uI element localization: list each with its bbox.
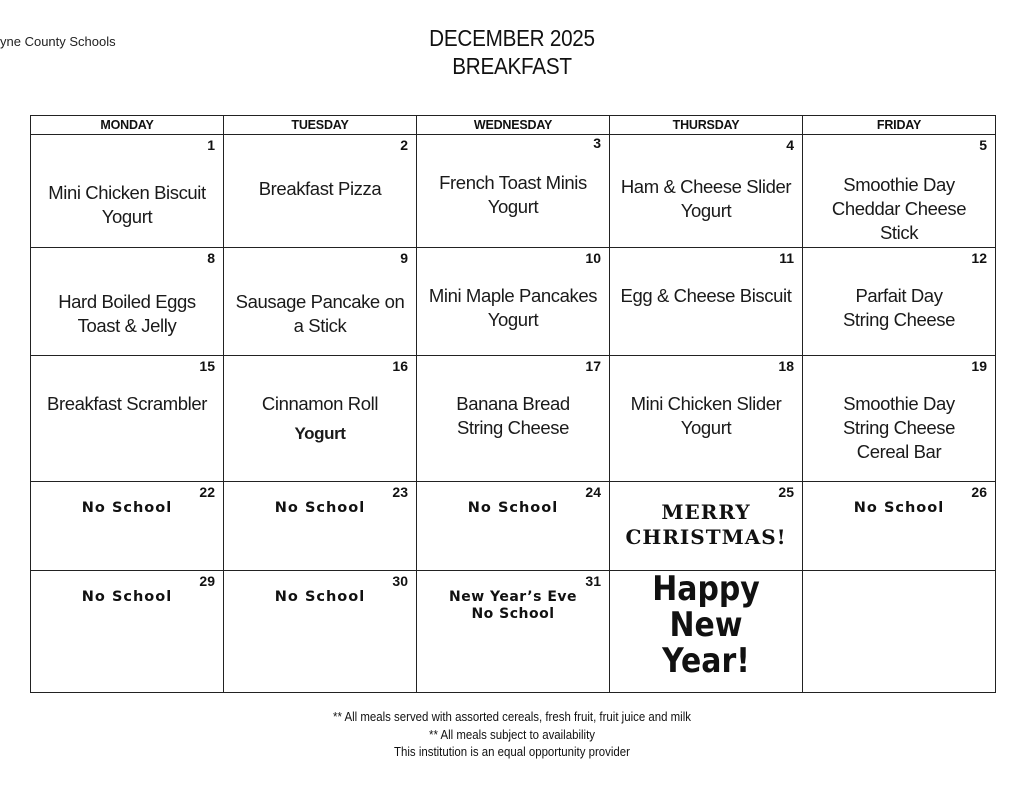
meal-item: Stick xyxy=(879,222,919,243)
meal-item: Yogurt xyxy=(680,200,732,221)
footer-line: ** All meals subject to availability xyxy=(429,726,595,742)
meal-items xyxy=(31,181,223,229)
meal-items xyxy=(610,284,802,308)
day-cell xyxy=(31,356,224,482)
no-school-note: No School xyxy=(274,500,366,516)
day-cell xyxy=(803,135,996,248)
meal-item: Ham & Cheese Slider xyxy=(620,176,792,197)
day-cell xyxy=(417,356,610,482)
meal-item: Cereal Bar xyxy=(856,441,942,462)
meal-item: String Cheese xyxy=(842,309,956,330)
date-number: 17 xyxy=(585,358,601,374)
new-year-greeting xyxy=(622,571,791,679)
day-cell xyxy=(417,482,610,571)
date-number: 22 xyxy=(199,484,215,500)
date-number: 15 xyxy=(199,358,215,374)
meal-item: String Cheese xyxy=(842,417,956,438)
week-row xyxy=(31,135,996,248)
day-cell xyxy=(224,248,417,356)
date-number: 2 xyxy=(400,137,408,153)
meal-items xyxy=(224,177,416,201)
greeting-line: MERRY xyxy=(661,500,751,524)
date-number: 18 xyxy=(778,358,794,374)
weekday-header: THURSDAY xyxy=(610,116,803,135)
date-number: 26 xyxy=(971,484,987,500)
weekday-header: TUESDAY xyxy=(224,116,417,135)
week-row xyxy=(31,356,996,482)
christmas-greeting xyxy=(610,500,802,550)
note-line: No School xyxy=(471,606,555,622)
weekday-header-row xyxy=(31,116,996,135)
meal-item: Yogurt xyxy=(101,206,153,227)
date-number: 3 xyxy=(593,135,601,151)
meal-item: Yogurt xyxy=(294,424,346,443)
meal-item: Egg & Cheese Biscuit xyxy=(620,285,792,306)
no-school-note: No School xyxy=(81,589,173,605)
date-number: 31 xyxy=(585,573,601,589)
date-number: 1 xyxy=(207,137,215,153)
meal-items xyxy=(224,290,416,338)
meal-items xyxy=(610,392,802,440)
day-cell xyxy=(610,248,803,356)
menu-calendar xyxy=(30,115,996,693)
week-row xyxy=(31,248,996,356)
no-school-note: No School xyxy=(274,589,366,605)
no-school-note: No School xyxy=(467,500,559,516)
day-cell xyxy=(224,482,417,571)
day-cell xyxy=(610,356,803,482)
day-cell xyxy=(417,248,610,356)
meal-item: Toast & Jelly xyxy=(77,315,177,336)
month-title: DECEMBER 2025 xyxy=(429,25,595,51)
date-number: 9 xyxy=(400,250,408,266)
meal-items xyxy=(803,284,995,332)
date-number: 12 xyxy=(971,250,987,266)
date-number: 8 xyxy=(207,250,215,266)
day-cell xyxy=(417,135,610,248)
date-number: 23 xyxy=(392,484,408,500)
meal-item: Yogurt xyxy=(680,417,732,438)
day-cell xyxy=(610,135,803,248)
weekday-header: MONDAY xyxy=(31,116,224,135)
meal-item: a Stick xyxy=(293,315,347,336)
day-cell xyxy=(224,356,417,482)
meal-item: Cheddar Cheese xyxy=(831,198,967,219)
meal-item: String Cheese xyxy=(456,417,570,438)
greeting-line: Happy New xyxy=(652,569,760,645)
day-cell xyxy=(224,135,417,248)
day-cell xyxy=(803,482,996,571)
meal-item: Parfait Day xyxy=(855,285,943,306)
day-cell xyxy=(417,571,610,693)
meal-item: French Toast Minis xyxy=(439,172,587,193)
day-cell-empty xyxy=(803,571,996,693)
greeting-line: CHRISTMAS! xyxy=(625,525,787,549)
meal-title: BREAKFAST xyxy=(452,53,572,79)
note-line: New Year’s Eve xyxy=(448,589,578,605)
day-cell xyxy=(31,482,224,571)
week-row xyxy=(31,571,996,693)
date-number: 30 xyxy=(392,573,408,589)
meal-items xyxy=(224,392,416,446)
meal-item: Yogurt xyxy=(487,196,539,217)
meal-items xyxy=(417,392,609,440)
meal-items xyxy=(31,392,223,416)
meal-items xyxy=(803,173,995,245)
date-number: 11 xyxy=(779,250,794,266)
meal-item: Breakfast Scrambler xyxy=(47,393,207,414)
footer-line: ** All meals served with assorted cereals, fresh fruit, fruit juice and milk xyxy=(333,709,691,724)
day-cell xyxy=(31,248,224,356)
meal-item: Smoothie Day xyxy=(843,393,955,414)
meal-items xyxy=(610,175,802,223)
day-cell xyxy=(31,571,224,693)
footer-line: This institution is an equal opportunity provider xyxy=(394,744,630,759)
district-name: yne County Schools xyxy=(0,34,116,49)
date-number: 29 xyxy=(199,573,215,589)
greeting-line: Year! xyxy=(662,641,750,681)
meal-item: Mini Chicken Slider xyxy=(630,393,782,414)
date-number: 4 xyxy=(786,137,794,153)
new-years-eve-note xyxy=(417,589,609,623)
day-cell xyxy=(610,571,803,693)
date-number: 10 xyxy=(585,250,601,266)
footer-notes xyxy=(212,708,812,761)
meal-item: Sausage Pancake on xyxy=(235,291,405,312)
day-cell xyxy=(803,356,996,482)
no-school-note: No School xyxy=(853,500,945,516)
meal-item: Mini Chicken Biscuit xyxy=(48,182,206,203)
meal-items xyxy=(417,284,609,332)
meal-item: Yogurt xyxy=(487,309,539,330)
meal-item: Mini Maple Pancakes xyxy=(428,285,598,306)
date-number: 5 xyxy=(979,137,987,153)
meal-item: Smoothie Day xyxy=(843,174,955,195)
date-number: 16 xyxy=(392,358,408,374)
day-cell xyxy=(224,571,417,693)
date-number: 25 xyxy=(778,484,794,500)
meal-items xyxy=(417,171,609,219)
week-row xyxy=(31,482,996,571)
no-school-note: No School xyxy=(81,500,173,516)
page-title xyxy=(362,24,662,80)
day-cell xyxy=(31,135,224,248)
meal-item: Banana Bread xyxy=(456,393,570,414)
date-number: 24 xyxy=(585,484,601,500)
date-number: 19 xyxy=(971,358,987,374)
meal-item: Cinnamon Roll xyxy=(261,393,379,414)
meal-item: Breakfast Pizza xyxy=(258,178,382,199)
day-cell xyxy=(610,482,803,571)
weekday-header: WEDNESDAY xyxy=(417,116,610,135)
meal-items xyxy=(31,290,223,338)
meal-items xyxy=(803,392,995,464)
meal-item: Hard Boiled Eggs xyxy=(58,291,196,312)
day-cell xyxy=(803,248,996,356)
weekday-header: FRIDAY xyxy=(803,116,996,135)
